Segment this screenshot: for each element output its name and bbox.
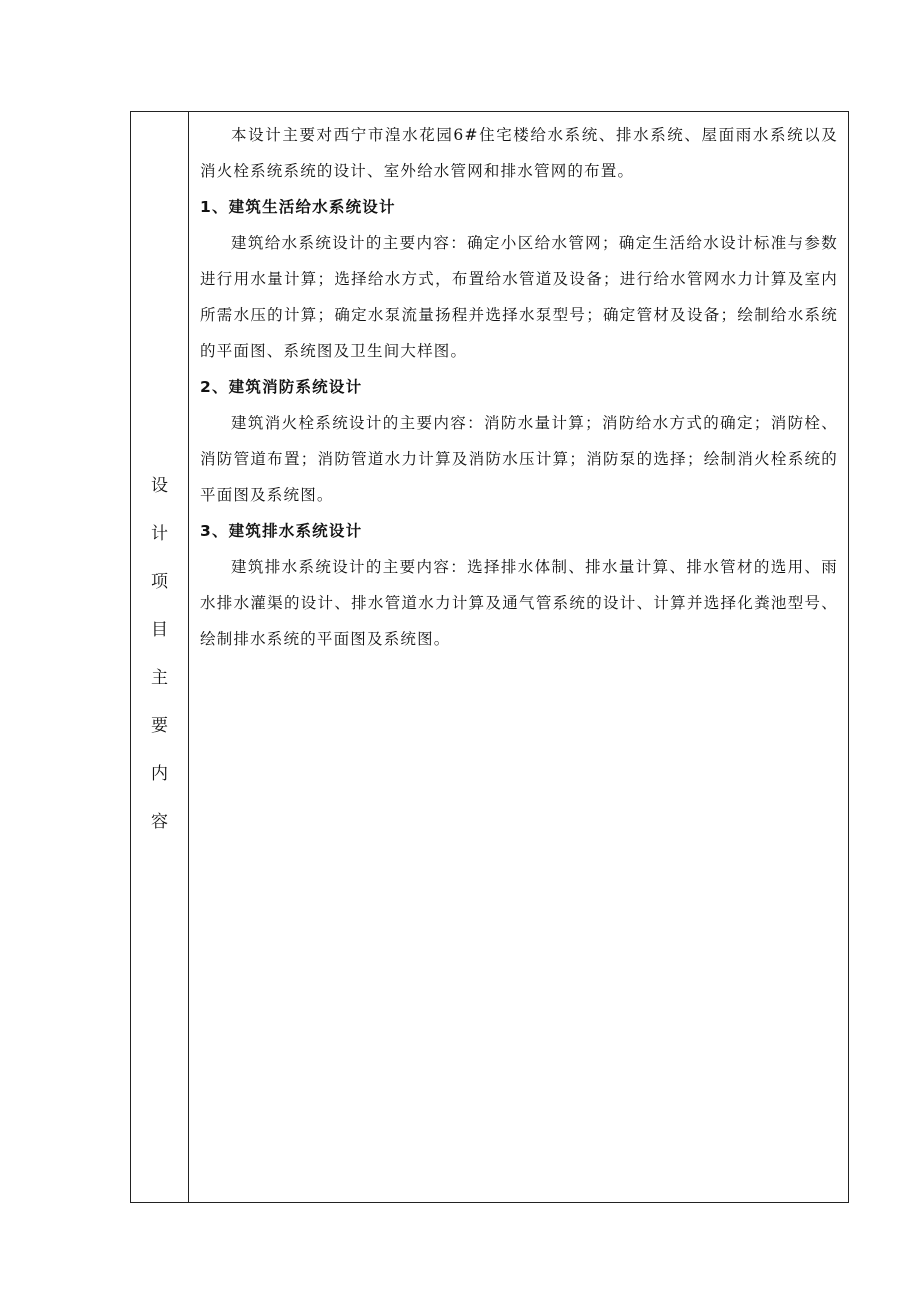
section-heading: 1、建筑生活给水系统设计 (200, 198, 396, 216)
row-label-char: 设 (151, 476, 168, 496)
section-heading: 3、建筑排水系统设计 (200, 522, 363, 540)
row-label-column (131, 112, 189, 1202)
row-label-char: 计 (151, 524, 168, 544)
row-label-char: 项 (151, 572, 168, 592)
intro-paragraph: 本设计主要对西宁市湟水花园6#住宅楼给水系统、排水系统、屋面雨水系统以及消火栓系统系统的设计、室外给水管网和排水管网的布置。 (200, 126, 838, 180)
section-body: 建筑给水系统设计的主要内容：确定小区给水管网；确定生活给水设计标准与参数进行用水量计算；选择给水方式，布置给水管道及设备；进行给水管网水力计算及室内所需水压的计算；确定水泵流量扬程并选择水泵型号；确定管材及设备；绘制给水系统的平面图、系统图及卫生间大样图。 (200, 234, 838, 360)
design-content-table (130, 111, 849, 1203)
row-label-char: 要 (151, 716, 168, 736)
section-heading: 2、建筑消防系统设计 (200, 378, 363, 396)
row-label-char: 内 (151, 764, 168, 784)
row-label-char: 主 (151, 668, 168, 688)
section-body: 建筑排水系统设计的主要内容：选择排水体制、排水量计算、排水管材的选用、雨水排水灌渠的设计、排水管道水力计算及通气管系统的设计、计算并选择化粪池型号、绘制排水系统的平面图及系统图。 (200, 558, 838, 648)
section-body: 建筑消火栓系统设计的主要内容：消防水量计算；消防给水方式的确定；消防栓、消防管道布置；消防管道水力计算及消防水压计算；消防泵的选择；绘制消火栓系统的平面图及系统图。 (200, 414, 838, 504)
content-cell (189, 112, 848, 1202)
row-label-char: 容 (151, 812, 168, 832)
row-label-char: 目 (151, 620, 168, 640)
